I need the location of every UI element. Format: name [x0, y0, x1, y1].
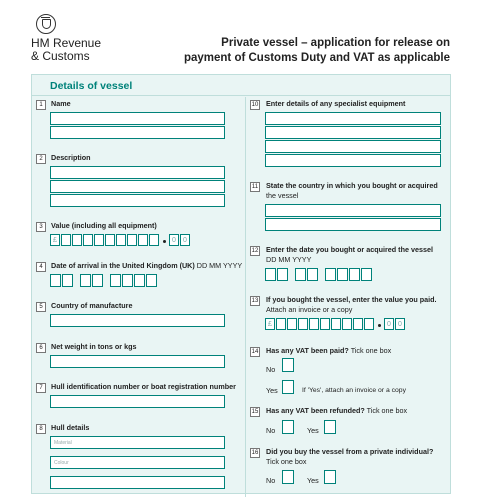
question-label-text: Has any VAT been refunded? — [266, 406, 365, 415]
equipment-field-line-2[interactable] — [265, 126, 441, 139]
month-box[interactable] — [92, 274, 103, 287]
form-title-line-2: payment of Customs Duty and VAT as applicable — [183, 52, 450, 64]
digit-box[interactable] — [116, 234, 126, 246]
value-boxes[interactable] — [50, 234, 195, 247]
attach-invoice-note: If 'Yes', attach an invoice or a copy — [302, 387, 406, 394]
question-number: 3 — [36, 222, 46, 232]
name-field-line-2[interactable] — [50, 126, 225, 139]
private-seller-no-checkbox[interactable] — [282, 470, 294, 484]
question-number: 4 — [36, 262, 46, 272]
description-field-line-3[interactable] — [50, 194, 225, 207]
digit-box[interactable] — [287, 318, 297, 330]
vat-paid-yes-checkbox[interactable] — [282, 380, 294, 394]
year-box[interactable] — [361, 268, 372, 281]
question-label: If you bought the vessel, enter the value you paid. — [266, 295, 437, 304]
question-label: Enter details of any specialist equipment — [266, 99, 406, 108]
question-label-text: Date of arrival in the United Kingdom (UK) — [51, 261, 195, 270]
day-box[interactable] — [50, 274, 61, 287]
country-bought-field-line-1[interactable] — [265, 204, 441, 217]
digit-box[interactable] — [72, 234, 82, 246]
option-label: No — [266, 476, 276, 485]
question-number: 14 — [251, 349, 259, 355]
digit-box[interactable] — [309, 318, 319, 330]
question-number: 10 — [251, 102, 259, 108]
year-box[interactable] — [110, 274, 121, 287]
hull-details-field-3[interactable] — [50, 476, 225, 489]
form-title-line-1: Private vessel – application for release on — [221, 37, 450, 49]
digit-box[interactable] — [127, 234, 137, 246]
digit-box[interactable] — [138, 234, 148, 246]
pence-box[interactable]: 0 — [384, 318, 394, 330]
day-box[interactable] — [277, 268, 288, 281]
pence-box[interactable]: 0 — [395, 318, 405, 330]
year-box[interactable] — [337, 268, 348, 281]
question-label: Hull details — [51, 423, 90, 432]
question-label — [266, 346, 391, 356]
pence-box[interactable]: 0 — [169, 234, 179, 246]
price-paid-boxes[interactable] — [265, 318, 410, 331]
question-label — [51, 261, 242, 271]
digit-box[interactable] — [320, 318, 330, 330]
net-weight-field[interactable] — [50, 355, 225, 368]
decimal-point — [378, 324, 381, 327]
currency-box: £ — [50, 234, 60, 246]
question-number: 12 — [251, 248, 259, 254]
option-label: Yes — [307, 426, 319, 435]
option-label: Yes — [307, 476, 319, 485]
month-box[interactable] — [307, 268, 318, 281]
digit-box[interactable] — [298, 318, 308, 330]
question-number: 15 — [251, 409, 259, 415]
pence-box[interactable]: 0 — [180, 234, 190, 246]
hull-material-field[interactable]: Material — [50, 436, 225, 449]
day-box[interactable] — [265, 268, 276, 281]
question-hint: Tick one box — [266, 457, 307, 466]
question-label: Name — [51, 99, 71, 108]
date-hint: DD MM YYYY — [266, 255, 312, 264]
question-label: Country of manufacture — [51, 301, 133, 310]
logo-line-1: HM Revenue — [31, 36, 102, 50]
description-field-line-1[interactable] — [50, 166, 225, 179]
question-number: 16 — [251, 450, 259, 456]
digit-box[interactable] — [61, 234, 71, 246]
question-number: 6 — [36, 343, 46, 353]
question-label: State the country in which you bought or acquired — [266, 181, 438, 190]
hull-id-field[interactable] — [50, 395, 225, 408]
question-label: Did you buy the vessel from a private individual? — [266, 447, 434, 456]
question-number: 2 — [36, 154, 46, 164]
year-box[interactable] — [349, 268, 360, 281]
currency-box: £ — [265, 318, 275, 330]
digit-box[interactable] — [149, 234, 159, 246]
country-bought-field-line-2[interactable] — [265, 218, 441, 231]
question-label: Value (including all equipment) — [51, 221, 157, 230]
question-label: Enter the date you bought or acquired the vessel — [266, 245, 433, 254]
question-label: Description — [51, 153, 91, 162]
question-hint: Tick one box — [366, 406, 408, 415]
question-label-line-2: the vessel — [266, 191, 299, 200]
question-number: 1 — [36, 100, 46, 110]
digit-box[interactable] — [105, 234, 115, 246]
digit-box[interactable] — [276, 318, 286, 330]
royal-crest-icon — [36, 14, 56, 34]
year-box[interactable] — [134, 274, 145, 287]
question-label-text: Has any VAT been paid? — [266, 346, 349, 355]
question-number: 11 — [251, 184, 259, 190]
question-label: Hull identification number or boat registration number — [51, 382, 236, 391]
digit-box[interactable] — [83, 234, 93, 246]
equipment-field-line-1[interactable] — [265, 112, 441, 125]
question-label: Net weight in tons or kgs — [51, 342, 137, 351]
day-box[interactable] — [62, 274, 73, 287]
year-box[interactable] — [146, 274, 157, 287]
month-box[interactable] — [295, 268, 306, 281]
digit-box[interactable] — [342, 318, 352, 330]
purchase-date-boxes[interactable] — [265, 268, 385, 282]
digit-box[interactable] — [331, 318, 341, 330]
question-number: 5 — [36, 302, 46, 312]
digit-box[interactable] — [353, 318, 363, 330]
option-label: Yes — [266, 386, 278, 395]
question-hint: Attach an invoice or a copy — [266, 305, 353, 314]
question-number: 7 — [36, 383, 46, 393]
question-number: 8 — [36, 424, 46, 434]
decimal-point — [163, 240, 166, 243]
country-of-manufacture-field[interactable] — [50, 314, 225, 327]
hull-colour-field[interactable]: Colour — [50, 456, 225, 469]
question-label — [266, 406, 407, 416]
description-field-line-2[interactable] — [50, 180, 225, 193]
year-box[interactable] — [122, 274, 133, 287]
vat-refunded-yes-checkbox[interactable] — [324, 420, 336, 434]
year-box[interactable] — [325, 268, 336, 281]
private-seller-yes-checkbox[interactable] — [324, 470, 336, 484]
equipment-field-line-3[interactable] — [265, 140, 441, 153]
question-number: 13 — [251, 298, 259, 304]
date-hint: DD MM YYYY — [196, 261, 243, 270]
name-field-line-1[interactable] — [50, 112, 225, 125]
month-box[interactable] — [80, 274, 91, 287]
column-divider — [245, 97, 246, 497]
equipment-field-line-4[interactable] — [265, 154, 441, 167]
digit-box[interactable] — [94, 234, 104, 246]
arrival-date-boxes[interactable] — [50, 274, 170, 288]
section-title: Details of vessel — [50, 80, 133, 92]
vat-refunded-no-checkbox[interactable] — [282, 420, 294, 434]
vat-paid-no-checkbox[interactable] — [282, 358, 294, 372]
digit-box[interactable] — [364, 318, 374, 330]
question-hint: Tick one box — [350, 346, 392, 355]
option-label: No — [266, 365, 276, 374]
option-label: No — [266, 426, 276, 435]
logo-line-2: & Customs — [31, 49, 90, 63]
